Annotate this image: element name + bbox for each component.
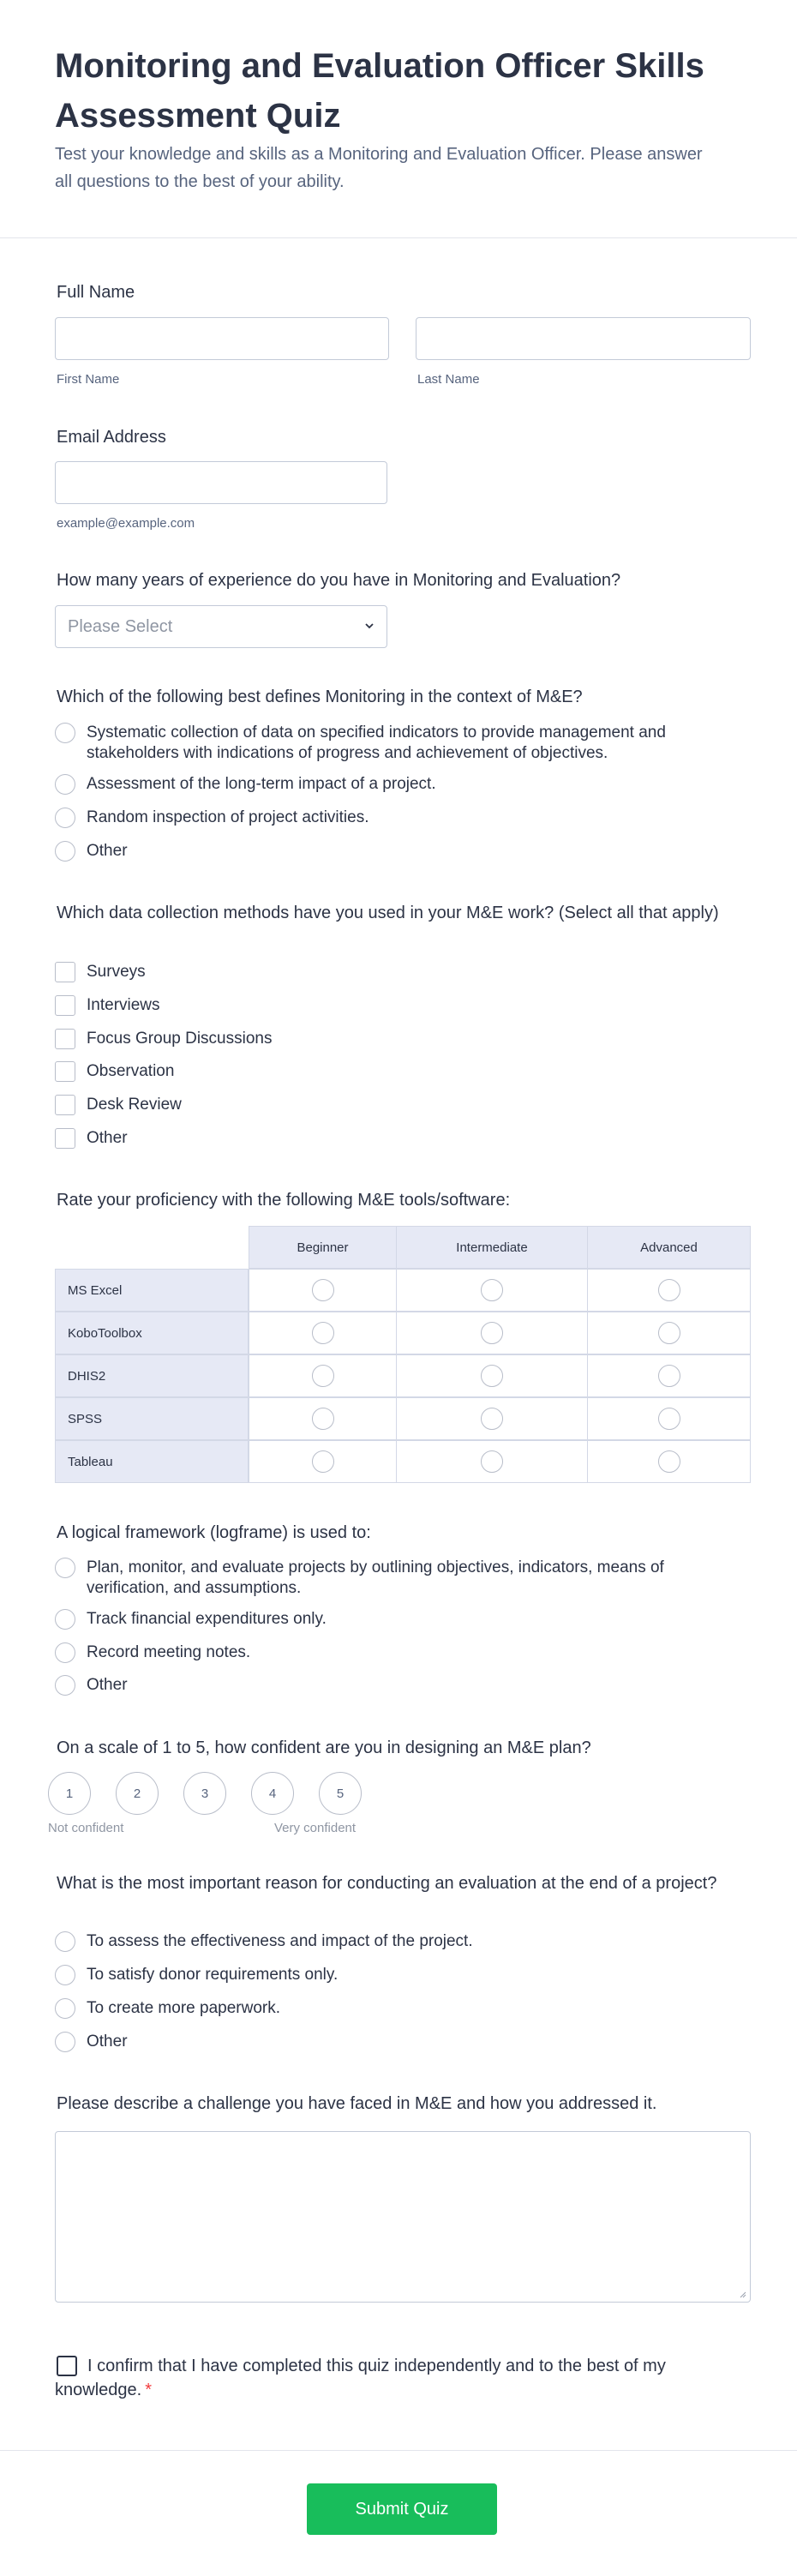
form-subtitle: Test your knowledge and skills as a Monitoring and Evaluation Officer. Please answer all questions to the best of your ability. bbox=[55, 145, 703, 191]
last-name-sublabel: Last Name bbox=[417, 372, 480, 387]
radio-button[interactable] bbox=[312, 1322, 334, 1344]
first-name-sublabel: First Name bbox=[57, 372, 120, 387]
matrix-column-header: Advanced bbox=[587, 1226, 751, 1269]
matrix-row-label: DHIS2 bbox=[55, 1354, 249, 1397]
option-label: To create more paperwork. bbox=[87, 1999, 280, 2017]
scale-option-2[interactable]: 2 bbox=[116, 1772, 159, 1815]
matrix-row-label: KoboToolbox bbox=[55, 1312, 249, 1354]
scale-option-3[interactable]: 3 bbox=[183, 1772, 226, 1815]
option-label: Other bbox=[87, 842, 128, 860]
option-label: Other bbox=[87, 1676, 128, 1694]
radio-button[interactable] bbox=[55, 1998, 75, 2019]
challenge-question-label: Please describe a challenge you have faced in M&E and how you addressed it. bbox=[57, 2094, 657, 2113]
radio-button[interactable] bbox=[658, 1279, 680, 1301]
option-label: Desk Review bbox=[87, 1096, 182, 1114]
radio-button[interactable] bbox=[55, 1642, 75, 1663]
first-name-input[interactable] bbox=[55, 317, 389, 360]
confirm-text: I confirm that I have completed this quiz independently and to the best of my knowledge. bbox=[55, 2357, 666, 2399]
matrix-cell[interactable] bbox=[396, 1397, 588, 1440]
radio-button[interactable] bbox=[55, 1675, 75, 1696]
matrix-cell[interactable] bbox=[396, 1269, 588, 1312]
experience-label: How many years of experience do you have in Monitoring and Evaluation? bbox=[57, 571, 621, 590]
matrix-column-header: Intermediate bbox=[396, 1226, 588, 1269]
evaluation-question-label: What is the most important reason for conducting an evaluation at the end of a project? bbox=[57, 1874, 717, 1893]
matrix-row-label: SPSS bbox=[55, 1397, 249, 1440]
matrix-cell[interactable] bbox=[249, 1440, 397, 1483]
email-sublabel: example@example.com bbox=[57, 516, 195, 531]
experience-select-value: Please Select bbox=[68, 617, 173, 636]
scale-low-label: Not confident bbox=[48, 1821, 124, 1835]
submit-button[interactable]: Submit Quiz bbox=[307, 2483, 497, 2535]
matrix-cell[interactable] bbox=[587, 1440, 751, 1483]
form-title: Monitoring and Evaluation Officer Skills Assessment Quiz bbox=[55, 47, 704, 135]
radio-button[interactable] bbox=[55, 723, 75, 743]
checkbox[interactable] bbox=[55, 962, 75, 982]
option-label: Track financial expenditures only. bbox=[87, 1610, 327, 1628]
tools-matrix bbox=[55, 1226, 751, 1483]
full-name-label: Full Name bbox=[57, 283, 135, 302]
matrix-cell[interactable] bbox=[587, 1312, 751, 1354]
option-label: Focus Group Discussions bbox=[87, 1030, 273, 1048]
challenge-textarea[interactable] bbox=[55, 2131, 751, 2303]
form-header bbox=[0, 0, 797, 238]
resize-handle-icon[interactable] bbox=[738, 2290, 746, 2298]
radio-button[interactable] bbox=[312, 1408, 334, 1430]
required-mark: * bbox=[145, 2381, 152, 2399]
radio-button[interactable] bbox=[658, 1322, 680, 1344]
radio-button[interactable] bbox=[55, 1931, 75, 1952]
matrix-cell[interactable] bbox=[249, 1312, 397, 1354]
radio-button[interactable] bbox=[658, 1450, 680, 1473]
option-label: Random inspection of project activities. bbox=[87, 808, 369, 826]
option-label: Assessment of the long-term impact of a project. bbox=[87, 775, 436, 793]
matrix-cell[interactable] bbox=[249, 1269, 397, 1312]
option-label: Plan, monitor, and evaluate projects by outlining objectives, indicators, means of verification, and assumptions. bbox=[87, 1558, 664, 1597]
monitoring-question-label: Which of the following best defines Monitoring in the context of M&E? bbox=[57, 688, 583, 706]
scale-option-4[interactable]: 4 bbox=[251, 1772, 294, 1815]
option-label: Systematic collection of data on specified indicators to provide management and stakeholders with indications of progress and achievement of objectives. bbox=[87, 724, 666, 762]
radio-button[interactable] bbox=[658, 1365, 680, 1387]
radio-button[interactable] bbox=[55, 1558, 75, 1578]
matrix-cell[interactable] bbox=[249, 1397, 397, 1440]
confidence-question-label: On a scale of 1 to 5, how confident are you in designing an M&E plan? bbox=[57, 1738, 591, 1757]
radio-button[interactable] bbox=[55, 841, 75, 862]
email-input[interactable] bbox=[55, 461, 387, 504]
scale-high-label: Very confident bbox=[274, 1821, 357, 1835]
matrix-cell[interactable] bbox=[587, 1397, 751, 1440]
checkbox[interactable] bbox=[55, 1095, 75, 1115]
checkbox[interactable] bbox=[55, 1061, 75, 1082]
confirm-label bbox=[55, 2354, 689, 2402]
scale-option-5[interactable]: 5 bbox=[319, 1772, 362, 1815]
radio-button[interactable] bbox=[55, 808, 75, 828]
option-label: Record meeting notes. bbox=[87, 1643, 251, 1661]
checkbox[interactable] bbox=[55, 1029, 75, 1049]
radio-button[interactable] bbox=[481, 1365, 503, 1387]
radio-button[interactable] bbox=[481, 1279, 503, 1301]
matrix-cell[interactable] bbox=[249, 1354, 397, 1397]
radio-button[interactable] bbox=[55, 2032, 75, 2052]
radio-button[interactable] bbox=[55, 1965, 75, 1985]
matrix-cell[interactable] bbox=[587, 1269, 751, 1312]
matrix-column-header: Beginner bbox=[249, 1226, 397, 1269]
matrix-cell[interactable] bbox=[587, 1354, 751, 1397]
last-name-input[interactable] bbox=[416, 317, 751, 360]
checkbox[interactable] bbox=[55, 995, 75, 1016]
email-label: Email Address bbox=[57, 428, 166, 447]
radio-button[interactable] bbox=[658, 1408, 680, 1430]
tools-question-label: Rate your proficiency with the following M&E tools/software: bbox=[57, 1191, 511, 1210]
matrix-cell[interactable] bbox=[396, 1440, 588, 1483]
radio-button[interactable] bbox=[55, 1609, 75, 1630]
radio-button[interactable] bbox=[55, 774, 75, 795]
methods-question-label: Which data collection methods have you used in your M&E work? (Select all that apply) bbox=[57, 904, 719, 922]
experience-select[interactable] bbox=[55, 605, 387, 648]
radio-button[interactable] bbox=[481, 1322, 503, 1344]
option-label: To assess the effectiveness and impact of the project. bbox=[87, 1932, 473, 1950]
option-label: Surveys bbox=[87, 963, 146, 981]
option-label: To satisfy donor requirements only. bbox=[87, 1966, 339, 1984]
checkbox[interactable] bbox=[55, 1128, 75, 1149]
logframe-question-label: A logical framework (logframe) is used to: bbox=[57, 1523, 371, 1542]
option-label: Other bbox=[87, 1129, 128, 1147]
radio-button[interactable] bbox=[312, 1450, 334, 1473]
scale-option-1[interactable]: 1 bbox=[48, 1772, 91, 1815]
option-label: Other bbox=[87, 2033, 128, 2051]
option-label: Interviews bbox=[87, 996, 160, 1014]
chevron-down-icon bbox=[364, 621, 375, 631]
matrix-row-label: MS Excel bbox=[55, 1269, 249, 1312]
radio-button[interactable] bbox=[312, 1279, 334, 1301]
matrix-cell[interactable] bbox=[396, 1312, 588, 1354]
matrix-row-label: Tableau bbox=[55, 1440, 249, 1483]
radio-button[interactable] bbox=[312, 1365, 334, 1387]
matrix-cell[interactable] bbox=[396, 1354, 588, 1397]
radio-button[interactable] bbox=[481, 1408, 503, 1430]
option-label: Observation bbox=[87, 1062, 175, 1080]
radio-button[interactable] bbox=[481, 1450, 503, 1473]
